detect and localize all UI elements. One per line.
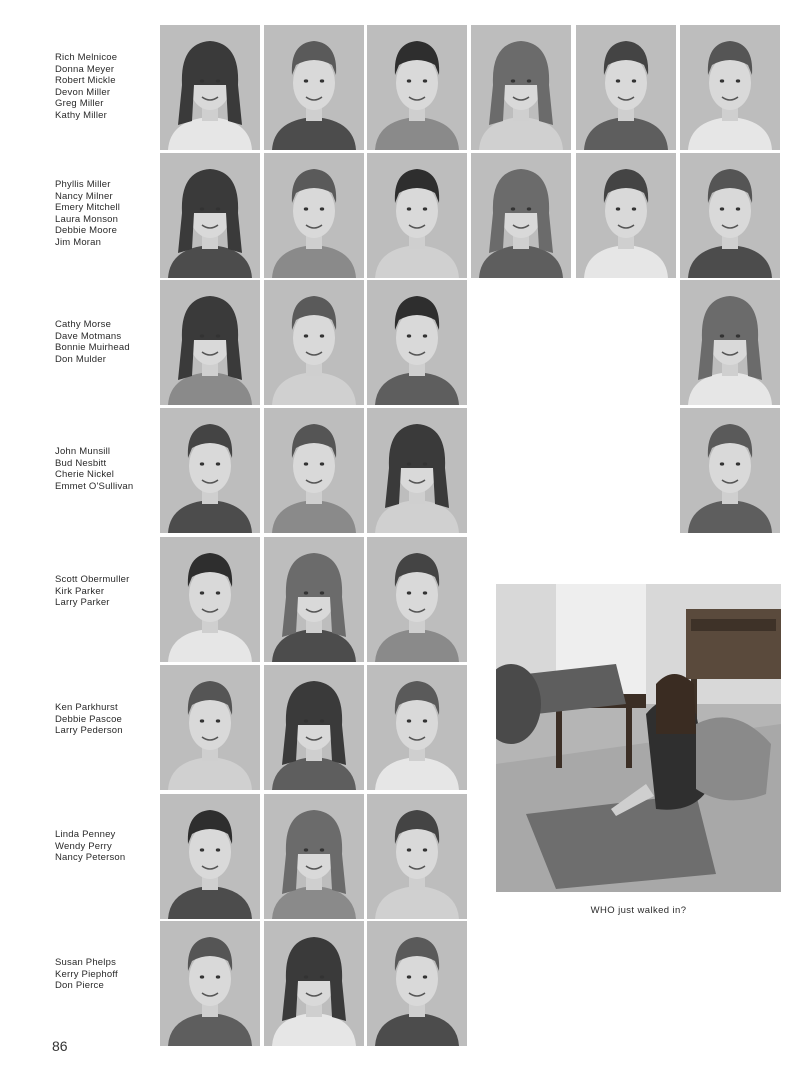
student-portrait xyxy=(264,408,364,533)
student-name: Linda Penney xyxy=(55,829,116,840)
student-portrait xyxy=(264,794,364,919)
student-name: Phyllis Miller xyxy=(55,179,111,190)
student-portrait xyxy=(160,665,260,790)
student-portrait xyxy=(160,537,260,662)
student-name: Jim Moran xyxy=(55,236,102,248)
student-portrait xyxy=(160,408,260,533)
student-portrait xyxy=(576,25,676,150)
name-list xyxy=(55,574,155,609)
student-name: Kathy Miller xyxy=(55,109,108,121)
student-portrait xyxy=(680,153,780,278)
student-name: Robert Mickle xyxy=(55,75,116,87)
student-name: Debbie Pascoe xyxy=(55,713,123,725)
student-portrait xyxy=(367,537,467,662)
student-name: Cherie Nickel xyxy=(55,469,115,481)
student-portrait xyxy=(471,153,571,278)
student-portrait xyxy=(367,794,467,919)
student-portrait xyxy=(160,921,260,1046)
name-list xyxy=(55,319,155,365)
student-name: Dave Motmans xyxy=(55,330,122,342)
student-name: Donna Meyer xyxy=(55,63,115,75)
student-portrait xyxy=(367,665,467,790)
student-name: Kirk Parker xyxy=(55,585,105,597)
name-list xyxy=(55,829,155,864)
student-name: Scott Obermuller xyxy=(55,574,130,585)
student-portrait xyxy=(367,153,467,278)
student-name: John Munsill xyxy=(55,446,111,457)
student-name: Ken Parkhurst xyxy=(55,702,118,713)
student-portrait xyxy=(264,921,364,1046)
student-portrait xyxy=(680,408,780,533)
student-portrait xyxy=(160,280,260,405)
name-list xyxy=(55,702,155,737)
student-name: Greg Miller xyxy=(55,98,104,110)
student-name: Bud Nesbitt xyxy=(55,457,107,469)
student-portrait xyxy=(160,153,260,278)
student-name: Susan Phelps xyxy=(55,957,117,968)
student-name: Emmet O'Sullivan xyxy=(55,480,134,492)
page-number: 86 xyxy=(52,1038,68,1054)
student-name: Devon Miller xyxy=(55,86,111,98)
student-portrait xyxy=(680,25,780,150)
student-portrait xyxy=(367,921,467,1046)
student-portrait xyxy=(264,25,364,150)
student-name: Debbie Moore xyxy=(55,225,118,237)
student-portrait xyxy=(367,280,467,405)
student-portrait xyxy=(367,408,467,533)
student-portrait xyxy=(264,153,364,278)
student-portrait xyxy=(160,794,260,919)
student-name: Rich Melnicoe xyxy=(55,52,118,63)
student-name: Emery Mitchell xyxy=(55,202,121,214)
student-portrait xyxy=(576,153,676,278)
student-name: Cathy Morse xyxy=(55,319,112,330)
photo-caption: WHO just walked in? xyxy=(590,905,687,916)
name-list xyxy=(55,957,155,992)
student-name: Nancy Peterson xyxy=(55,852,126,864)
student-name: Larry Pederson xyxy=(55,725,123,737)
student-name: Bonnie Muirhead xyxy=(55,342,130,354)
name-list xyxy=(55,52,155,122)
student-portrait xyxy=(471,25,571,150)
name-list xyxy=(55,446,155,492)
student-portrait xyxy=(367,25,467,150)
student-portrait xyxy=(264,537,364,662)
student-name: Don Pierce xyxy=(55,980,104,992)
student-name: Laura Monson xyxy=(55,213,119,225)
student-portrait xyxy=(264,280,364,405)
student-portrait xyxy=(160,25,260,150)
student-name: Wendy Perry xyxy=(55,840,112,852)
student-name: Larry Parker xyxy=(55,597,110,609)
name-list xyxy=(55,179,155,249)
student-portrait xyxy=(680,280,780,405)
student-name: Nancy Milner xyxy=(55,190,113,202)
candid-photo xyxy=(496,584,781,892)
student-name: Don Mulder xyxy=(55,353,107,365)
student-portrait xyxy=(264,665,364,790)
student-name: Kerry Piephoff xyxy=(55,968,118,980)
